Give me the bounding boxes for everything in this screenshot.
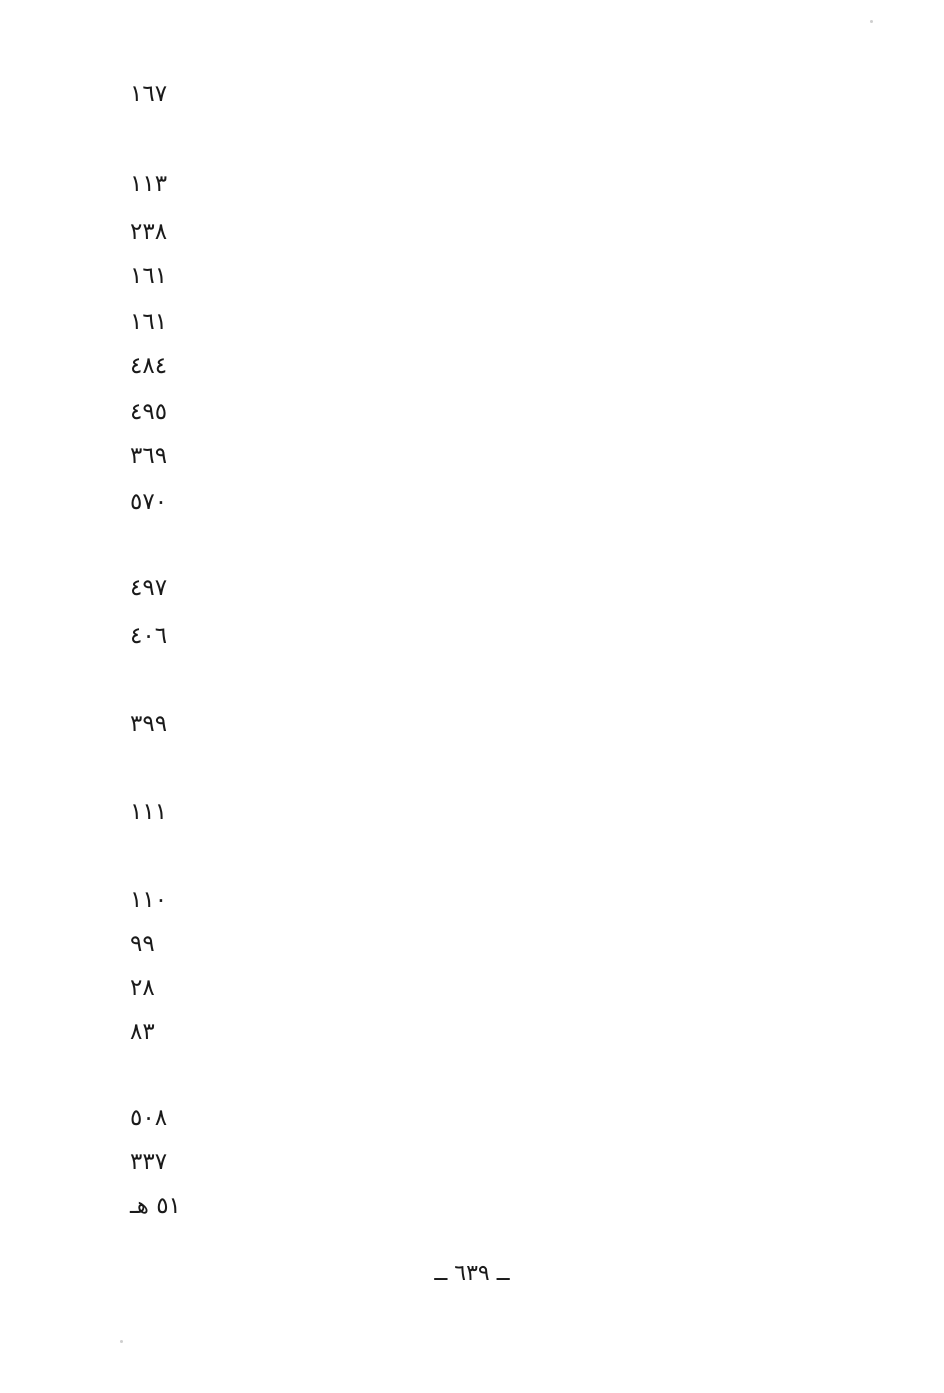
page-ref: ٥٧٠ xyxy=(130,489,168,515)
page-ref: ٤٩٥ xyxy=(130,399,168,425)
page-ref: ١١١ xyxy=(130,799,168,825)
page-ref: ٩٩ xyxy=(130,931,155,957)
page-ref: ٢٨ xyxy=(130,975,155,1001)
page-number: ــ ٦٣٩ ــ xyxy=(434,1261,510,1286)
page-ref: ٥١ هـ xyxy=(130,1193,181,1219)
page-ref: ١٦٧ xyxy=(130,81,168,107)
page-ref: ٤٩٧ xyxy=(130,575,168,601)
scan-speck xyxy=(870,20,873,23)
page-ref: ٢٣٨ xyxy=(130,219,168,245)
page-ref: ٣٣٧ xyxy=(130,1149,168,1175)
page-ref: ٤٨٤ xyxy=(130,353,168,379)
page-ref: ٣٦٩ xyxy=(130,443,168,469)
page-ref: ٨٣ xyxy=(130,1019,155,1045)
page-ref: ١١٠ xyxy=(130,887,168,913)
page-ref: ١٦١ xyxy=(130,263,168,289)
page-ref: ١٦١ xyxy=(130,309,168,335)
page-ref: ١١٣ xyxy=(130,171,168,197)
scan-speck xyxy=(120,1340,123,1343)
page-ref: ٣٩٩ xyxy=(130,711,168,737)
page-ref: ٥٠٨ xyxy=(130,1105,168,1131)
page-ref: ٤٠٦ xyxy=(130,623,168,649)
